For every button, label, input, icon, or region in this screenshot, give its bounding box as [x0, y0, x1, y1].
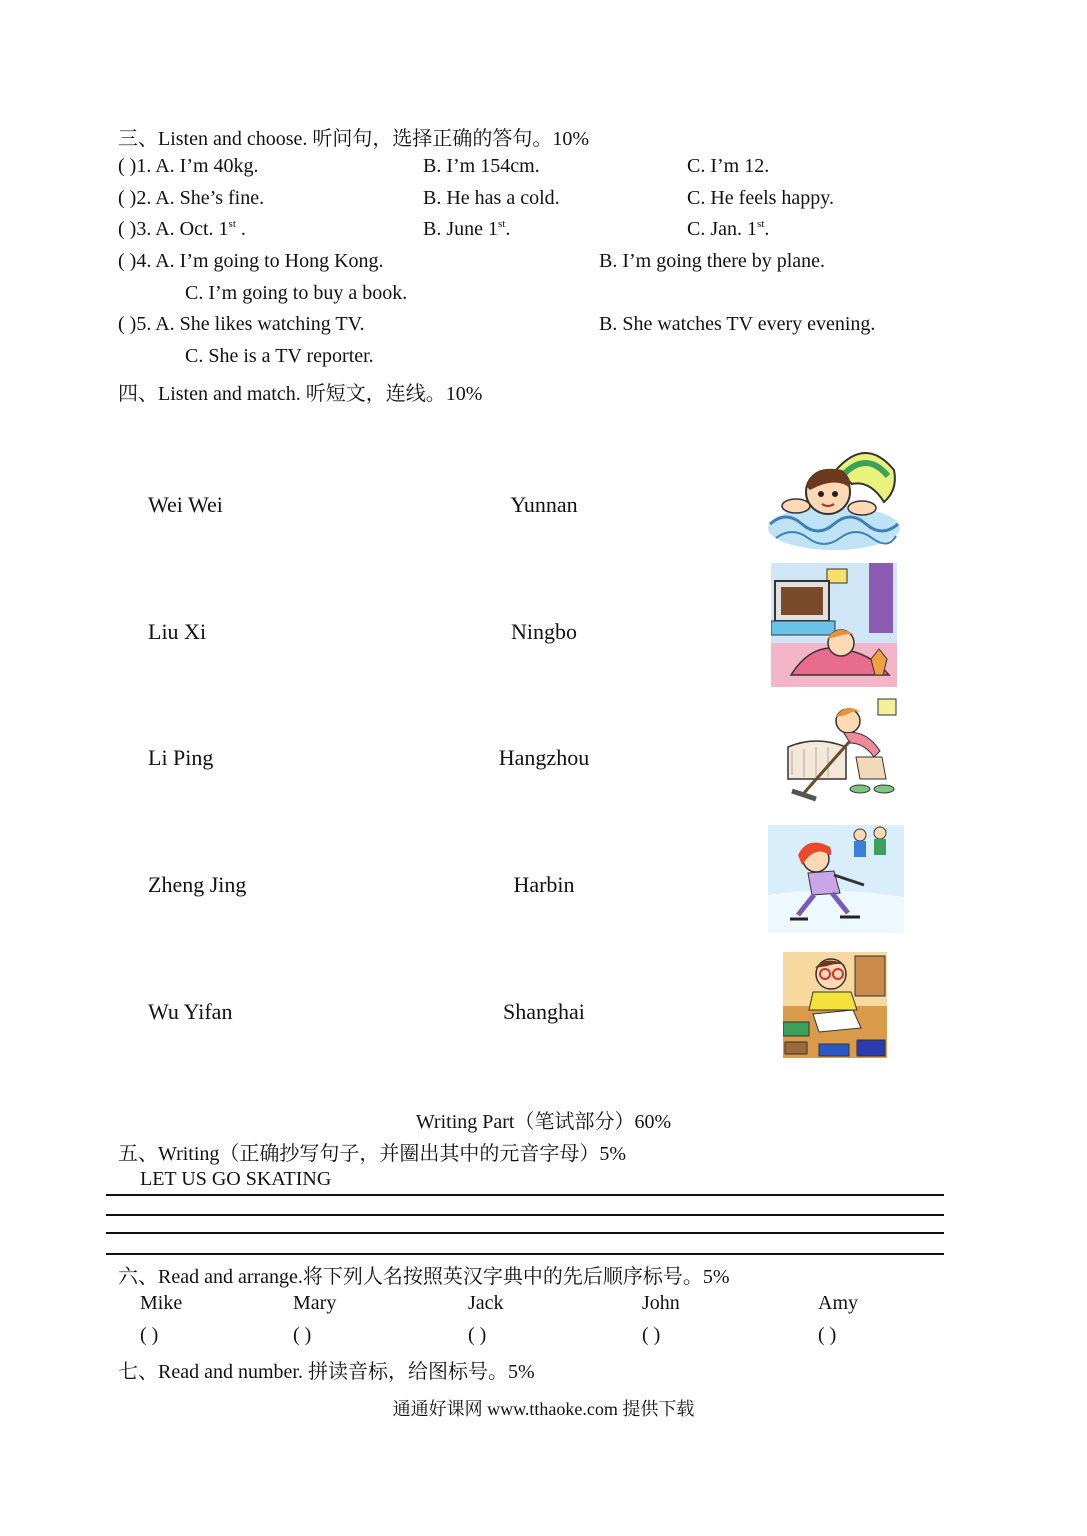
page-footer: 通通好课网 www.tthaoke.com 提供下载: [392, 1399, 695, 1419]
section-6-title: 六、Read and arrange.将下列人名按照英汉字典中的先后顺序标号。5%: [118, 1266, 730, 1288]
match-name-2: Liu Xi: [148, 619, 207, 644]
writing-line-1: [106, 1194, 944, 1196]
question-3-option-c: C. Jan. 1st.: [687, 218, 770, 240]
question-2-option-b: B. He has a cold.: [423, 187, 560, 209]
arrange-name-1: Mike: [140, 1292, 183, 1314]
question-1-option-b: B. I’m 154cm.: [423, 155, 540, 177]
arrange-name-5: Amy: [818, 1292, 858, 1314]
skating-picture: [768, 825, 904, 933]
watching-tv-picture: [771, 563, 897, 687]
writing-line-2: [106, 1214, 944, 1216]
match-city-5: Shanghai: [503, 999, 585, 1024]
question-1-option-a: ( )1. A. I’m 40kg.: [118, 155, 259, 177]
arrange-blank-2[interactable]: ( ): [293, 1324, 312, 1346]
question-3: [118, 218, 1018, 246]
question-4: [118, 250, 1018, 278]
question-5-option-b: B. She watches TV every evening.: [599, 313, 876, 335]
question-4-option-a: ( )4. A. I’m going to Hong Kong.: [118, 250, 384, 272]
question-5-option-c: C. She is a TV reporter.: [185, 345, 374, 367]
match-name-3: Li Ping: [148, 745, 214, 770]
section-5-title: 五、Writing（正确抄写句子，并圈出其中的元音字母）5%: [118, 1143, 627, 1165]
question-1-option-c: C. I’m 12.: [687, 155, 770, 177]
question-1: [118, 155, 1018, 183]
arrange-blank-1[interactable]: ( ): [140, 1324, 159, 1346]
arrange-name-4: John: [642, 1292, 680, 1314]
copy-sentence: LET US GO SKATING: [140, 1168, 332, 1190]
mopping-picture: [786, 695, 904, 807]
writing-line-3: [106, 1232, 944, 1234]
question-3-option-a: ( )3. A. Oct. 1st .: [118, 218, 246, 240]
writing-line-4: [106, 1253, 944, 1255]
match-name-4: Zheng Jing: [148, 872, 247, 897]
match-name-5: Wu Yifan: [148, 999, 233, 1024]
arrange-blank-5[interactable]: ( ): [818, 1324, 837, 1346]
match-name-1: Wei Wei: [148, 492, 223, 517]
section-3-title: 三、Listen and choose. 听问句，选择正确的答句。10%: [118, 128, 590, 150]
match-city-3: Hangzhou: [498, 745, 590, 770]
homework-picture: [783, 952, 887, 1058]
match-city-4: Harbin: [513, 872, 575, 897]
question-2: [118, 187, 1018, 215]
match-city-2: Ningbo: [511, 619, 577, 644]
arrange-name-3: Jack: [468, 1292, 504, 1314]
section-7-title: 七、Read and number. 拼读音标，给图标号。5%: [118, 1361, 535, 1383]
question-3-option-b: B. June 1st.: [423, 218, 511, 240]
arrange-blank-4[interactable]: ( ): [642, 1324, 661, 1346]
question-4-option-b: B. I’m going there by plane.: [599, 250, 826, 272]
section-4-title: 四、Listen and match. 听短文，连线。10%: [118, 383, 483, 405]
question-2-option-a: ( )2. A. She’s fine.: [118, 187, 265, 209]
question-5: [118, 313, 1018, 341]
question-4-option-c: C. I’m going to buy a book.: [185, 282, 408, 304]
question-5-option-a: ( )5. A. She likes watching TV.: [118, 313, 365, 335]
writing-part-title: Writing Part（笔试部分）60%: [415, 1111, 672, 1133]
swimming-boy-picture: [766, 440, 902, 552]
arrange-blank-3[interactable]: ( ): [468, 1324, 487, 1346]
question-2-option-c: C. He feels happy.: [687, 187, 834, 209]
match-city-1: Yunnan: [510, 492, 578, 517]
arrange-name-2: Mary: [293, 1292, 337, 1314]
